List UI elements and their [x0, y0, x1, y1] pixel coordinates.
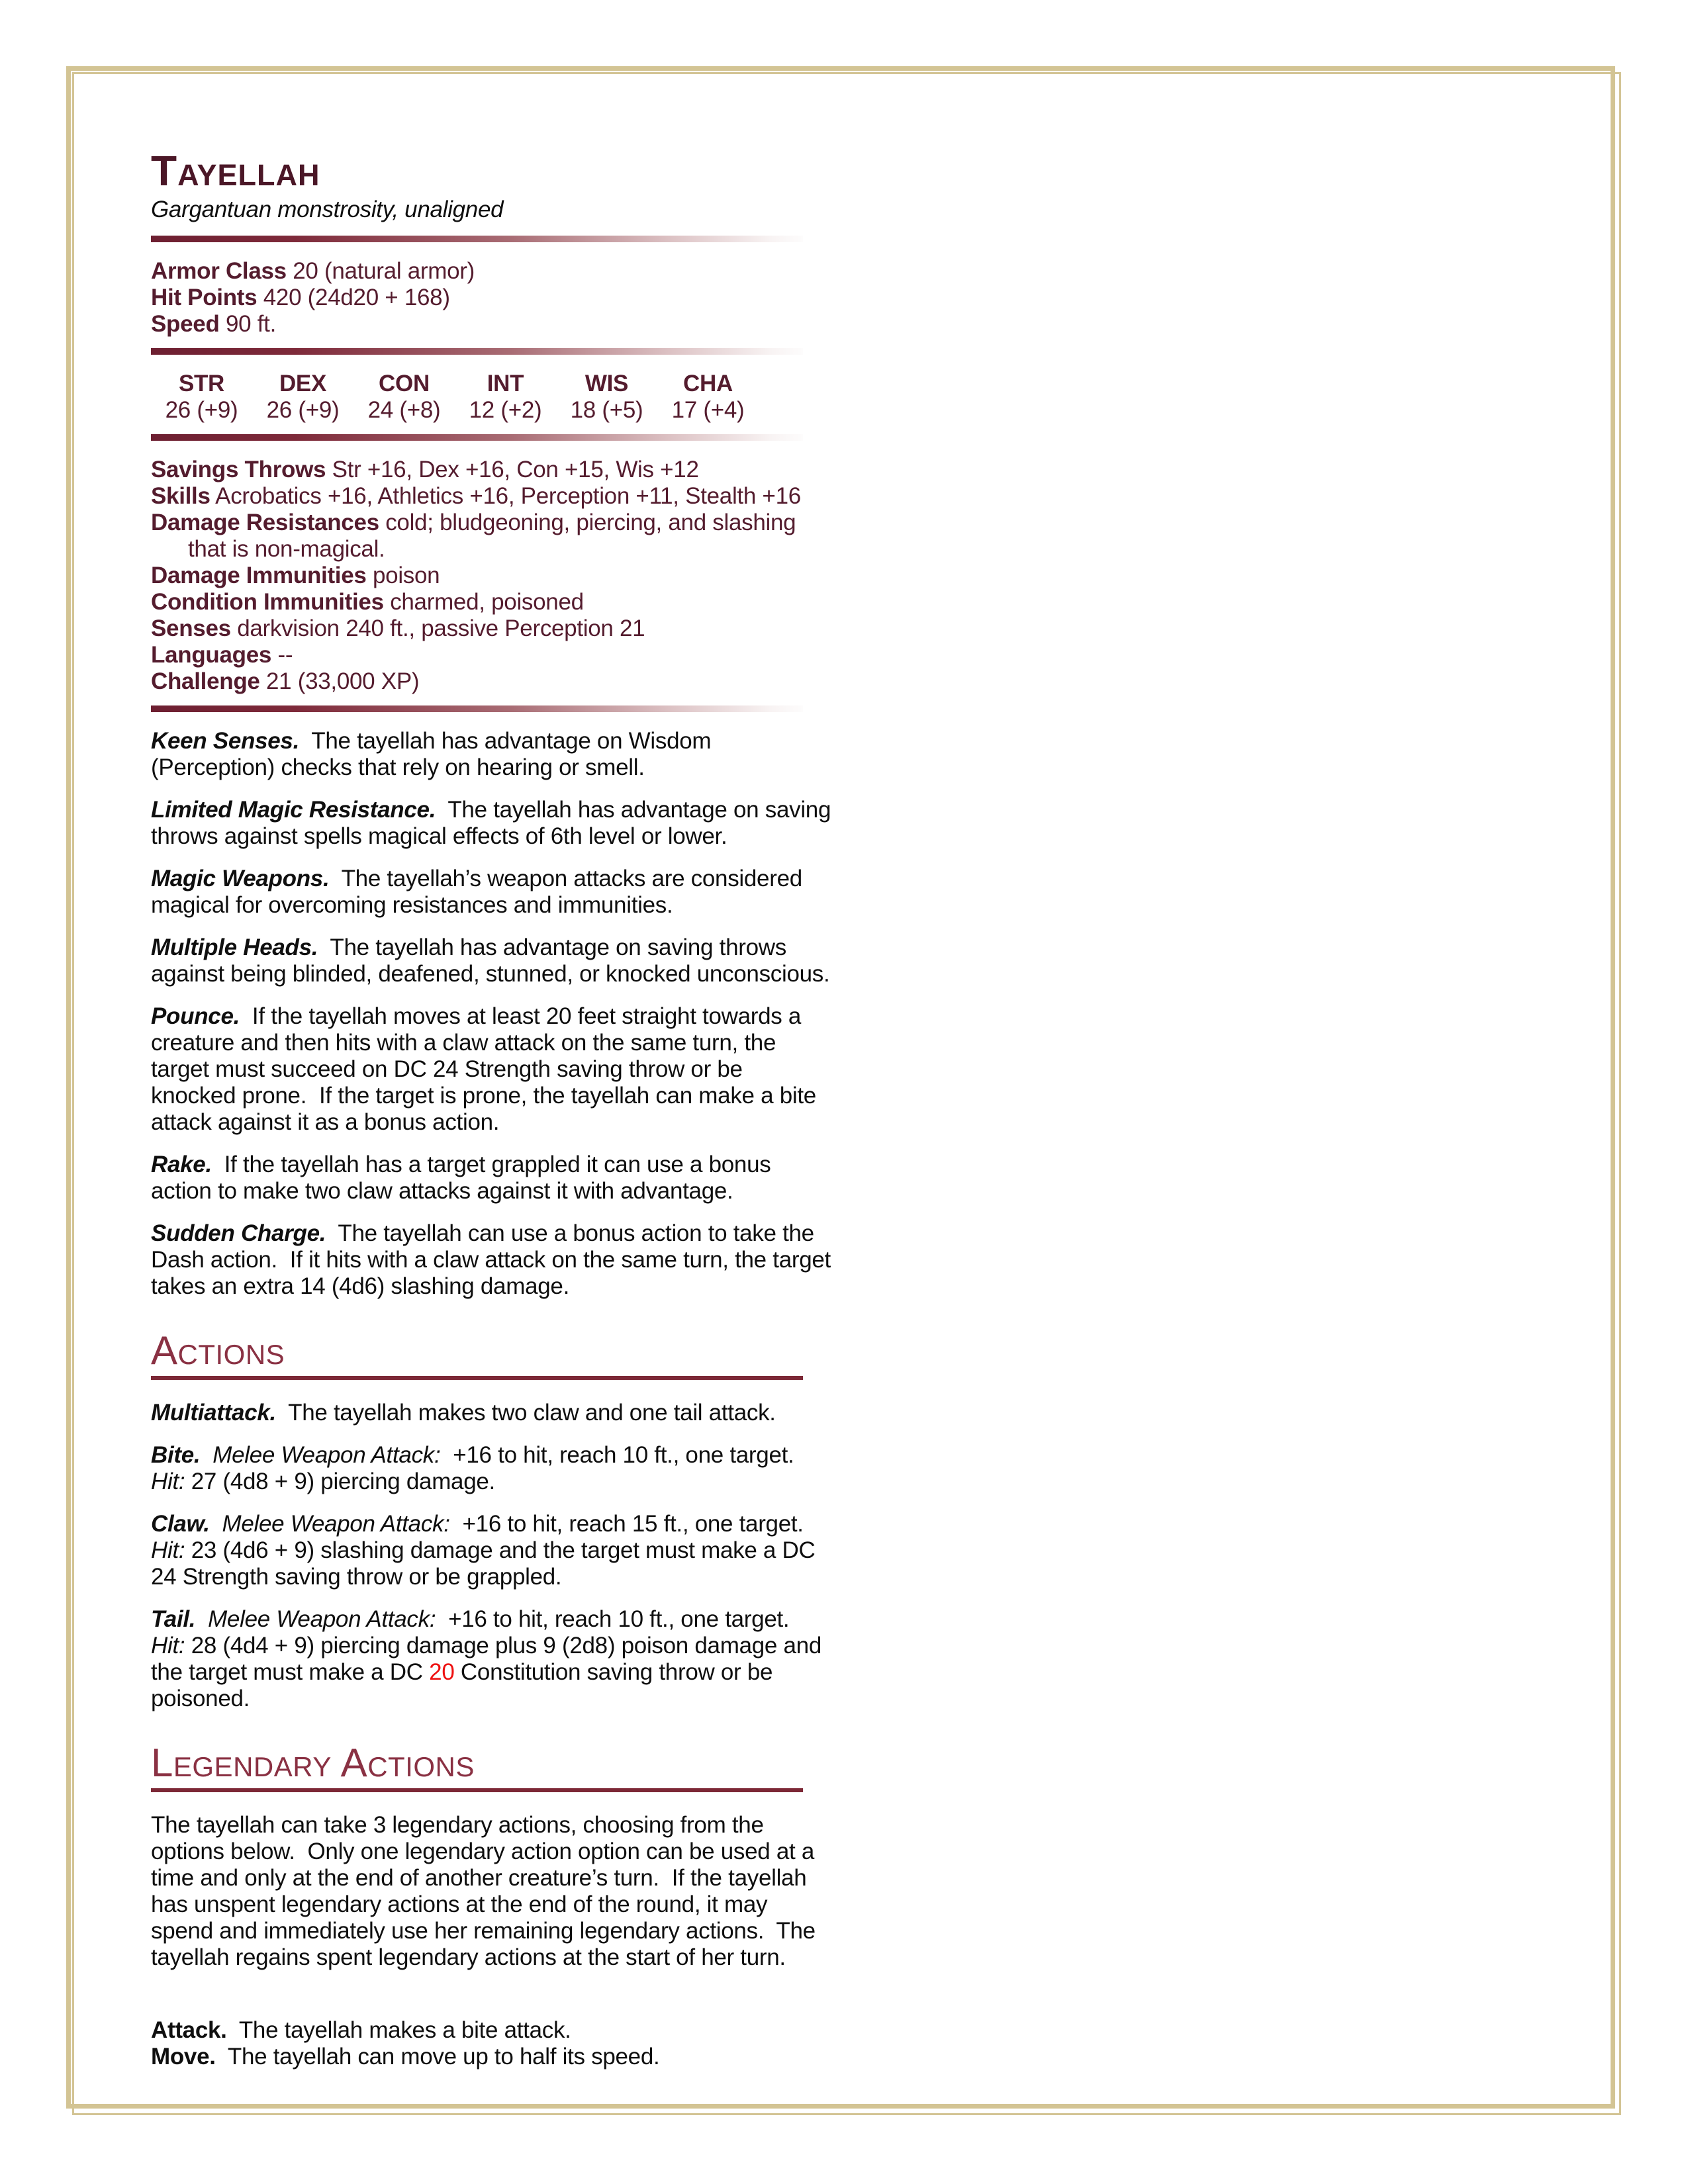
damage-resistances-row — [151, 510, 833, 563]
senses-row — [151, 615, 833, 642]
divider-rule — [151, 434, 803, 441]
legendary-option-move — [151, 2044, 833, 2070]
trait-text: The tayellah has advantage on saving throws against being blinded, deafened, stunned, or knocked unconscious. — [151, 934, 830, 987]
trait-text: If the tayellah has a target grappled it can use a bonus action to make two claw attacks against it with advantage. — [151, 1152, 777, 1204]
trait-name: Sudden Charge. — [151, 1220, 326, 1246]
action-bite — [151, 1442, 833, 1495]
hit-label: Hit: — [151, 1442, 807, 1494]
divider-rule — [151, 705, 803, 712]
trait-name: Limited Magic Resistance. — [151, 797, 436, 823]
hit-label: Hit: — [151, 1606, 802, 1659]
hit-points-label: Hit Points — [151, 285, 258, 310]
condition-immunities-label: Condition Immunities — [151, 589, 384, 615]
trait-text: The tayellah has advantage on Wisdom (Perception) checks that rely on hearing or smell. — [151, 728, 718, 780]
action-text: The tayellah makes two claw and one tail attack. — [275, 1400, 776, 1426]
ability-score-wis: 18 (+5) — [570, 397, 643, 423]
speed-row — [151, 311, 833, 338]
hit-points-value: 420 (24d20 + 168) — [257, 285, 450, 310]
trait-text: The tayellah’s weapon attacks are considered magical for overcoming resistances and immunities. — [151, 866, 809, 918]
legendary-option-attack — [151, 2017, 833, 2044]
armor-class-row — [151, 258, 833, 285]
ability-header-dex: DEX — [279, 371, 327, 396]
challenge-value: 21 (33,000 XP) — [259, 668, 420, 694]
action-tail — [151, 1606, 833, 1712]
challenge-row — [151, 668, 833, 695]
legendary-actions-section-header: Legendary Actions — [151, 1741, 803, 1792]
trait-name: Multiple Heads. — [151, 934, 318, 960]
damage-immunities-value: poison — [366, 563, 440, 588]
challenge-label: Challenge — [151, 668, 260, 694]
saving-throws-row — [151, 457, 833, 483]
hit-points-row — [151, 285, 833, 311]
spacer — [151, 1987, 833, 2017]
legendary-option-text: The tayellah can move up to half its speed. — [215, 2044, 660, 2070]
page-title: Tayellah — [151, 147, 320, 195]
hit-label: Hit: — [151, 1511, 816, 1563]
trait-text: The tayellah can use a bonus action to take the Dash action. If it hits with a claw attack on the same turn, the target takes an extra 14 (4d6) slashing damage. — [151, 1220, 837, 1299]
attack-detail: +16 to hit, reach 10 ft., one target. — [436, 1606, 790, 1632]
monster-subtitle: Gargantuan monstrosity, unaligned — [151, 197, 504, 222]
languages-row — [151, 642, 833, 668]
action-name: Bite. — [151, 1442, 201, 1468]
hit-detail: 27 (4d8 + 9) piercing damage. — [185, 1469, 495, 1494]
trait-sudden-charge — [151, 1220, 837, 1300]
divider-rule — [151, 236, 803, 242]
trait-name: Magic Weapons. — [151, 866, 330, 891]
ability-score-cha: 17 (+4) — [671, 397, 745, 423]
trait-name: Rake. — [151, 1152, 212, 1177]
legendary-option-name: Attack. — [151, 2017, 227, 2043]
skills-row — [151, 483, 833, 510]
damage-resistances-label: Damage Resistances — [151, 510, 379, 535]
saving-throws-value: Str +16, Dex +16, Con +15, Wis +12 — [326, 457, 699, 482]
hit-detail-pre: 28 (4d4 + 9) piercing damage plus 9 (2d8) poison damage and the target must make a DC — [151, 1633, 828, 1685]
armor-class-value: 20 (natural armor) — [286, 258, 475, 284]
speed-value: 90 ft. — [219, 311, 276, 337]
languages-label: Languages — [151, 642, 272, 668]
senses-label: Senses — [151, 615, 231, 641]
trait-keen-senses — [151, 728, 833, 781]
ability-header-cha: CHA — [683, 371, 733, 396]
legendary-option-name: Move. — [151, 2044, 216, 2070]
action-multiattack — [151, 1400, 833, 1426]
attack-type: Melee Weapon Attack: — [209, 1511, 450, 1537]
armor-class-label: Armor Class — [151, 258, 287, 284]
ability-header-str: STR — [178, 371, 225, 396]
damage-resistances-value: cold; bludgeoning, piercing, and slashing that is non-magical. — [188, 510, 802, 562]
speed-label: Speed — [151, 311, 220, 337]
trait-pounce — [151, 1003, 833, 1136]
hit-detail: 23 (4d6 + 9) slashing damage and the target must make a DC 24 Strength saving throw or be grappled. — [151, 1537, 821, 1590]
attack-detail: +16 to hit, reach 15 ft., one target. — [449, 1511, 804, 1537]
ability-score-str: 26 (+9) — [165, 397, 238, 423]
trait-name: Keen Senses. — [151, 728, 300, 754]
hit-detail-post: Constitution saving throw or be poisoned. — [151, 1659, 779, 1711]
action-name: Multiattack. — [151, 1400, 276, 1426]
trait-multiple-heads — [151, 934, 833, 987]
trait-magic-weapons — [151, 866, 833, 919]
ability-header-con: CON — [379, 371, 430, 396]
divider-rule — [151, 348, 803, 355]
stat-block — [151, 147, 837, 2070]
trait-name: Pounce. — [151, 1003, 240, 1029]
trait-rake — [151, 1152, 833, 1205]
legendary-option-text: The tayellah makes a bite attack. — [226, 2017, 571, 2043]
dc-value-red: 20 — [429, 1659, 455, 1685]
damage-immunities-label: Damage Immunities — [151, 563, 367, 588]
ability-header-int: INT — [487, 371, 524, 396]
ability-score-con: 24 (+8) — [367, 397, 441, 423]
action-claw — [151, 1511, 833, 1590]
attack-type: Melee Weapon Attack: — [195, 1606, 436, 1632]
ability-score-table — [151, 371, 759, 424]
trait-text: If the tayellah moves at least 20 feet straight towards a creature and then hits with a claw attack on the same turn, the target must succeed on DC 24 Strength saving throw or be knocked prone. If the target is prone, the tayellah can make a bite attack against it as a bonus action. — [151, 1003, 823, 1135]
ability-score-int: 12 (+2) — [469, 397, 542, 423]
languages-value: -- — [271, 642, 293, 668]
condition-immunities-value: charmed, poisoned — [383, 589, 584, 615]
senses-value: darkvision 240 ft., passive Perception 21 — [230, 615, 645, 641]
trait-limited-magic-resistance — [151, 797, 837, 850]
condition-immunities-row — [151, 589, 833, 615]
attack-type: Melee Weapon Attack: — [200, 1442, 441, 1468]
trait-text: The tayellah has advantage on saving throws against spells magical effects of 6th level or lower. — [151, 797, 837, 849]
attack-detail: +16 to hit, reach 10 ft., one target. — [440, 1442, 794, 1468]
damage-immunities-row — [151, 563, 833, 589]
action-name: Tail. — [151, 1606, 196, 1632]
ability-score-dex: 26 (+9) — [266, 397, 340, 423]
saving-throws-label: Savings Throws — [151, 457, 326, 482]
skills-value: Acrobatics +16, Athletics +16, Perception +11, Stealth +16 — [210, 483, 801, 509]
action-name: Claw. — [151, 1511, 210, 1537]
legendary-intro: The tayellah can take 3 legendary actions, choosing from the options below. Only one legendary action option can be used at a time and only at the end of another creature’s turn. If the tayellah has unspent legendary actions at the end of the round, it may spend and immediately use her remaining legendary actions. The tayellah regains spent legendary actions at the start of her turn. — [151, 1812, 822, 1970]
ability-header-wis: WIS — [585, 371, 629, 396]
actions-section-header: Actions — [151, 1329, 803, 1380]
skills-label: Skills — [151, 483, 211, 509]
